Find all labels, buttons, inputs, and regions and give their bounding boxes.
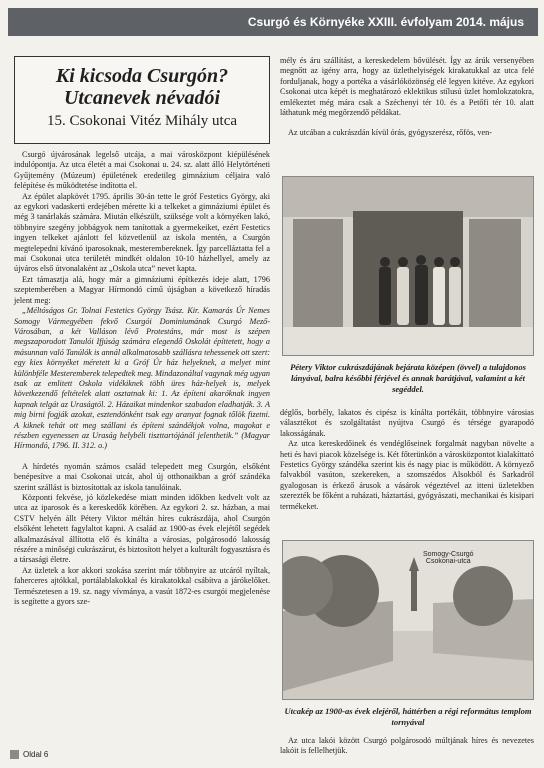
paragraph: Az üzletek a kor akkori szokása szerint már többnyire az utcáról nyíltak, faherceres ajtókkal, portálablakokkal és kirakatokkal csábítva a járókelőket. Természetesen a 19. sz. nagy vívmánya, a vasút 1872-es csurgói megjelenése is segítette a gyors sze-: [14, 565, 270, 607]
page-marker-icon: [10, 750, 19, 759]
title-line3: 15. Csokonai Vitéz Mihály utca: [46, 113, 238, 129]
title-line2: Utcanevek névadói: [63, 87, 221, 109]
shopfront-image: [283, 177, 534, 356]
paragraph: Az utca lakói között Csurgó polgárosodó múltjának híres és nevezetes lakóit is fellelhetjük.: [280, 736, 534, 756]
street-image: [283, 541, 534, 700]
right-column-top: [280, 56, 534, 139]
street-photo: [282, 540, 534, 700]
header-text: Csurgó és Környéke XXIII. évfolyam 2014. május: [247, 15, 524, 29]
paragraph: Az utcában a cukrászdán kívül órás, gyógyszerész, rőfös, ven-: [288, 128, 492, 138]
shopfront-photo: [282, 176, 534, 356]
page-footer: [10, 750, 48, 759]
paragraph: mély és áru szállítást, a kereskedelem bővülését. Így az árúk versenyében megnőtt az igény arra, hogy az üzlethelyiségek kirakatukkal az utca felé forduljanak, hogy a portéka a vásárlóközönség elé legyen kitéve. Az egykori Csokonai utca képét is meghatározó eklektikus stílusú üzlet homlokzatokra, emlékeztet még mára csak a Széchenyi tér 10. és a Petőfi tér 10. alatt láthatunk még megőrzendő példákat.: [280, 56, 534, 118]
postcard-label: Somogy-Csurgó Csokonai-utca: [423, 551, 474, 565]
paragraph: Az utca kereskedőinek és vendéglőseinek forgalmát nagyban növelte a heti és havi piacok közelsége is. Két főterünkön a városközpontot kialakíttató Festetics György szándéka szerint kis és nagy piac is működött. A környező falvakból vasúton, szekereken, a szomszédos Alsokból és Sarkadról gyalogosan is érkező árusok a vásárok végeztével az itteni üzletekben szerezték be főként a ruházati, háztartási, gyógyászati, mechanikai és kisipari termékeket.: [280, 439, 534, 511]
page-header: [8, 8, 538, 36]
page-number: Oldal 6: [23, 750, 49, 759]
paragraph: déglős, borbély, lakatos és cipész is kínálta portékáit, többnyire városias választékot és szolgáltatást nyújtva Csurgó és térsége gyarapodó lakosságának.: [280, 408, 534, 438]
paragraph: Központi fekvése, jó közlekedése miatt minden időkben kedvelt volt az utca az iparosok és a kereskedők körében. Az egykori 2. sz. házban, a mai CSTV helyén állt Pétery Viktor méltán híres cukrászdája, ahol Csurgón elsőként lehetett fagylaltot kapni. A család az 1900-as évek elejétől segédek alkalmazásával állította elő és kínálta a városias, polgárosodó lakosság részére a minőségi cukrászárut, és biztosított helyet a kulturált fogyasztásra és a társasági életre.: [14, 493, 270, 565]
left-column: [14, 150, 270, 607]
photo1-caption: Pétery Viktor cukrászdájának bejárata középen (övvel) a tulajdonos lányával, balra későbbi férjével és annak barátjával, valamint a két segéddel.: [290, 362, 526, 394]
photo2-caption: Utcakép az 1900-as évek elejéről, háttérben a régi református templom tornyával: [284, 706, 532, 727]
right-column-bottom: [280, 736, 534, 757]
paragraph: Ezt támasztja alá, hogy már a gimnáziumi építkezés ideje alatt, 1796 szeptemberében a Magyar Hírmondó című újságban a következő híradás jelent meg:: [14, 274, 270, 305]
paragraph: Az épület alapkövét 1795. április 30-án tette le gróf Festetics György, aki az egykori vadaskerti erdejében mérette ki a telkeket a gimnáziumi épület és még 3 tanárlakás számára. Miután elkészült, szüksége volt a környéken lakó, többnyire szegény jobbágyok nem tanítottak a gyermekeiket, ezért Festetics ingyen telkeket ajánlott fel közvetlenül az iskola mentén, a Csurgón megtelepedni kívánó iparosoknak, mesterembereknek. Így parcelláztatta fel a mai Csokonai utca területét mindkét oldalon 10-10 házhellyel, amely az újváros első útvonalaként az „Oskola utca” nevet kapta.: [14, 191, 270, 274]
article-title-box: [14, 56, 270, 144]
paragraph: Csurgó újvárosának legelső utcája, a mai városközpont kiépülésének indulópontja. Az utca életét a mai Csokonai u. 24. sz. alatt álló Helytörténeti Gyűjtemény (Múzeum) épületének eredetileg gimnázium céljaira való felépítése és működtetése indította el.: [14, 150, 270, 191]
right-column-middle: [280, 408, 534, 512]
paragraph: A hírdetés nyomán számos család telepedett meg Csurgón, elsőként benépesítve a mai Csokonai utcát, ahol új otthonaikban a gróf szándéka szerint szállást is biztosítottak az iskola tanulóinak.: [14, 461, 270, 492]
title-line1: Ki kicsoda Csurgón?: [55, 65, 229, 87]
quote-paragraph: „Méltóságos Gr. Tolnai Festetics György Tsász. Kir. Kamarás Úr Nemes Somogy Vármegyében fekvő Csurgói Dominiumának Csurgó Mező- Városában, a két Valláson lévő Protestáns, már most is szépen megszaporodott Tanulói Ifjúság számára elegendő Oskolát építtetett, hogy a másunnan való Tanúlók is annál alkalmatosabb szállásra tehessenek ott szert: egy kies környéket méretett ki a Gróf Úr ház helyeknek, a melyet mint különbféle Mesteremberek telepedtek meg. Mindazonáltal vagynak még ugyan tsak az emlitett Oskola vidékiknek töbh üres ház-helyek is, melyek következendő feltételek alatt osztatnak ki: 1. Az építeni akaróknak ingyen kapnak telgát az Uraságtól. 2. Házaikat mindenkor szabadon eladhatják. 3. A mig birni fogják azokat, esztendönként tsak egy aranyat fognak tőlök fizetni. A kiknek tehát ott meg szállani és építeni szándékjok volna, magokat e részben egyenessen az Uraság helybéli tiszttartójánál jelenthetik.” (Magyar Hírmondó, 1796. II. 312. o.): [14, 306, 271, 451]
